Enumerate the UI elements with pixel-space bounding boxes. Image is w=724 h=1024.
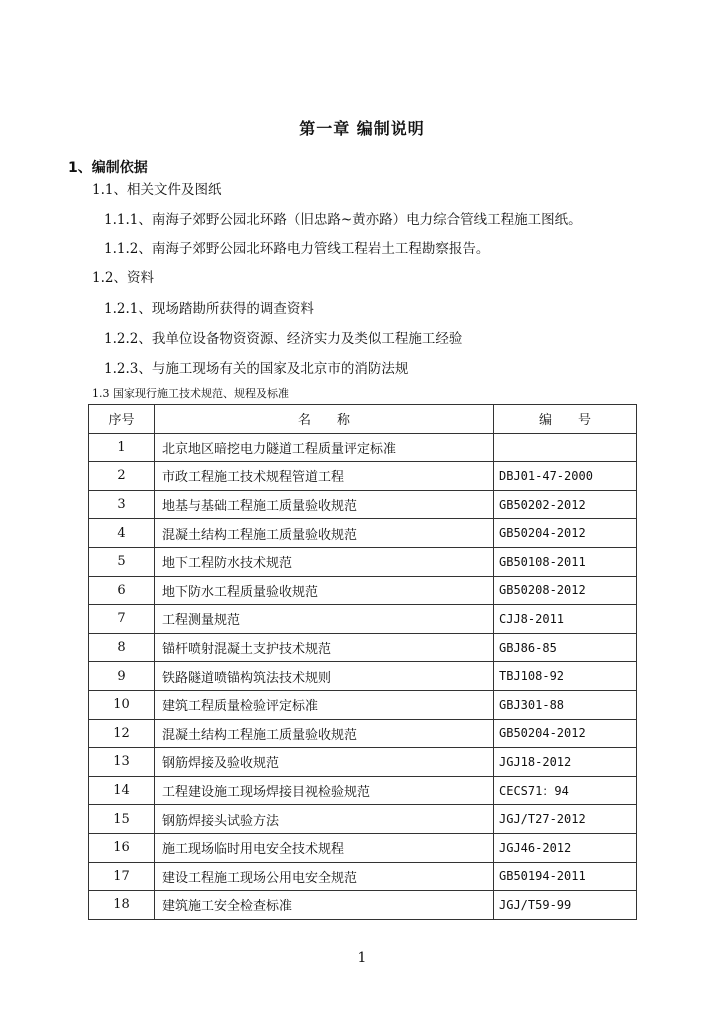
row-number: 12: [89, 719, 155, 748]
table-row: [89, 662, 637, 691]
standard-name: 市政工程施工技术规程管道工程: [155, 462, 494, 491]
standard-name: 锚杆喷射混凝土支护技术规范: [155, 633, 494, 662]
chapter-title: 第一章 编制说明: [299, 119, 425, 138]
table-row: [89, 633, 637, 662]
table-row: [89, 576, 637, 605]
row-number: 6: [89, 576, 155, 605]
standard-name: 地下防水工程质量验收规范: [155, 576, 494, 605]
standard-code: GB50108-2011: [494, 547, 637, 576]
item-1-1-1: 1.1.1、南海子郊野公园北环路（旧忠路~黄亦路）电力综合管线工程施工图纸。: [104, 212, 582, 228]
table-row: [89, 776, 637, 805]
table-row: [89, 719, 637, 748]
standard-code: [494, 433, 637, 462]
subsection-title-1-2: 1.2、资料: [92, 270, 154, 286]
standard-code: JGJ/T59-99: [494, 891, 637, 920]
standard-code: TBJ108-92: [494, 662, 637, 691]
standard-name: 建设工程施工现场公用电安全规范: [155, 862, 494, 891]
table-row: [89, 433, 637, 462]
row-number: 2: [89, 462, 155, 491]
row-number: 8: [89, 633, 155, 662]
table-row: [89, 748, 637, 777]
standard-code: GBJ301-88: [494, 690, 637, 719]
row-number: 1: [89, 433, 155, 462]
standard-name: 北京地区暗挖电力隧道工程质量评定标准: [155, 433, 494, 462]
table-caption: 1.3 国家现行施工技术规范、规程及标准: [92, 387, 289, 400]
page-number: 1: [357, 950, 367, 966]
standard-name: 混凝土结构工程施工质量验收规范: [155, 519, 494, 548]
header-code: 编 号: [494, 405, 637, 434]
standard-name: 建筑施工安全检查标准: [155, 891, 494, 920]
standard-code: CJJ8-2011: [494, 605, 637, 634]
item-1-2-2: 1.2.2、我单位设备物资资源、经济实力及类似工程施工经验: [104, 331, 463, 347]
table-row: [89, 862, 637, 891]
standard-code: DBJ01-47-2000: [494, 462, 637, 491]
table-row: [89, 519, 637, 548]
row-number: 17: [89, 862, 155, 891]
table-row: [89, 462, 637, 491]
standard-code: JGJ18-2012: [494, 748, 637, 777]
standard-code: GB50202-2012: [494, 490, 637, 519]
row-number: 7: [89, 605, 155, 634]
standard-code: GB50208-2012: [494, 576, 637, 605]
subsection-title-1-1: 1.1、相关文件及图纸: [92, 182, 222, 198]
standard-code: GB50204-2012: [494, 519, 637, 548]
section-heading: 1、编制依据: [68, 160, 148, 176]
standard-code: JGJ/T27-2012: [494, 805, 637, 834]
row-number: 16: [89, 833, 155, 862]
table-row: [89, 891, 637, 920]
standard-name: 地下工程防水技术规范: [155, 547, 494, 576]
standard-code: GBJ86-85: [494, 633, 637, 662]
standard-code: CECS71：94: [494, 776, 637, 805]
standard-name: 工程建设施工现场焊接目视检验规范: [155, 776, 494, 805]
standard-name: 建筑工程质量检验评定标准: [155, 690, 494, 719]
standard-name: 钢筋焊接头试验方法: [155, 805, 494, 834]
row-number: 4: [89, 519, 155, 548]
table-row: [89, 805, 637, 834]
standard-name: 施工现场临时用电安全技术规程: [155, 833, 494, 862]
standard-name: 工程测量规范: [155, 605, 494, 634]
standard-code: GB50194-2011: [494, 862, 637, 891]
standard-code: GB50204-2012: [494, 719, 637, 748]
standard-name: 地基与基础工程施工质量验收规范: [155, 490, 494, 519]
table-row: [89, 833, 637, 862]
table-row: [89, 690, 637, 719]
header-name: 名 称: [155, 405, 494, 434]
standards-table: [88, 404, 637, 920]
standard-name: 混凝土结构工程施工质量验收规范: [155, 719, 494, 748]
table-row: [89, 605, 637, 634]
row-number: 13: [89, 748, 155, 777]
row-number: 14: [89, 776, 155, 805]
row-number: 9: [89, 662, 155, 691]
table-row: [89, 490, 637, 519]
row-number: 10: [89, 690, 155, 719]
table-header-row: [89, 405, 637, 434]
standard-name: 铁路隧道喷锚构筑法技术规则: [155, 662, 494, 691]
table-row: [89, 547, 637, 576]
table-body: [89, 433, 637, 919]
row-number: 3: [89, 490, 155, 519]
standard-code: JGJ46-2012: [494, 833, 637, 862]
standard-name: 钢筋焊接及验收规范: [155, 748, 494, 777]
row-number: 18: [89, 891, 155, 920]
row-number: 15: [89, 805, 155, 834]
header-no: 序号: [89, 405, 155, 434]
row-number: 5: [89, 547, 155, 576]
item-1-1-2: 1.1.2、南海子郊野公园北环路电力管线工程岩土工程勘察报告。: [104, 241, 490, 257]
item-1-2-3: 1.2.3、与施工现场有关的国家及北京市的消防法规: [104, 361, 409, 377]
item-1-2-1: 1.2.1、现场踏勘所获得的调查资料: [104, 301, 314, 317]
